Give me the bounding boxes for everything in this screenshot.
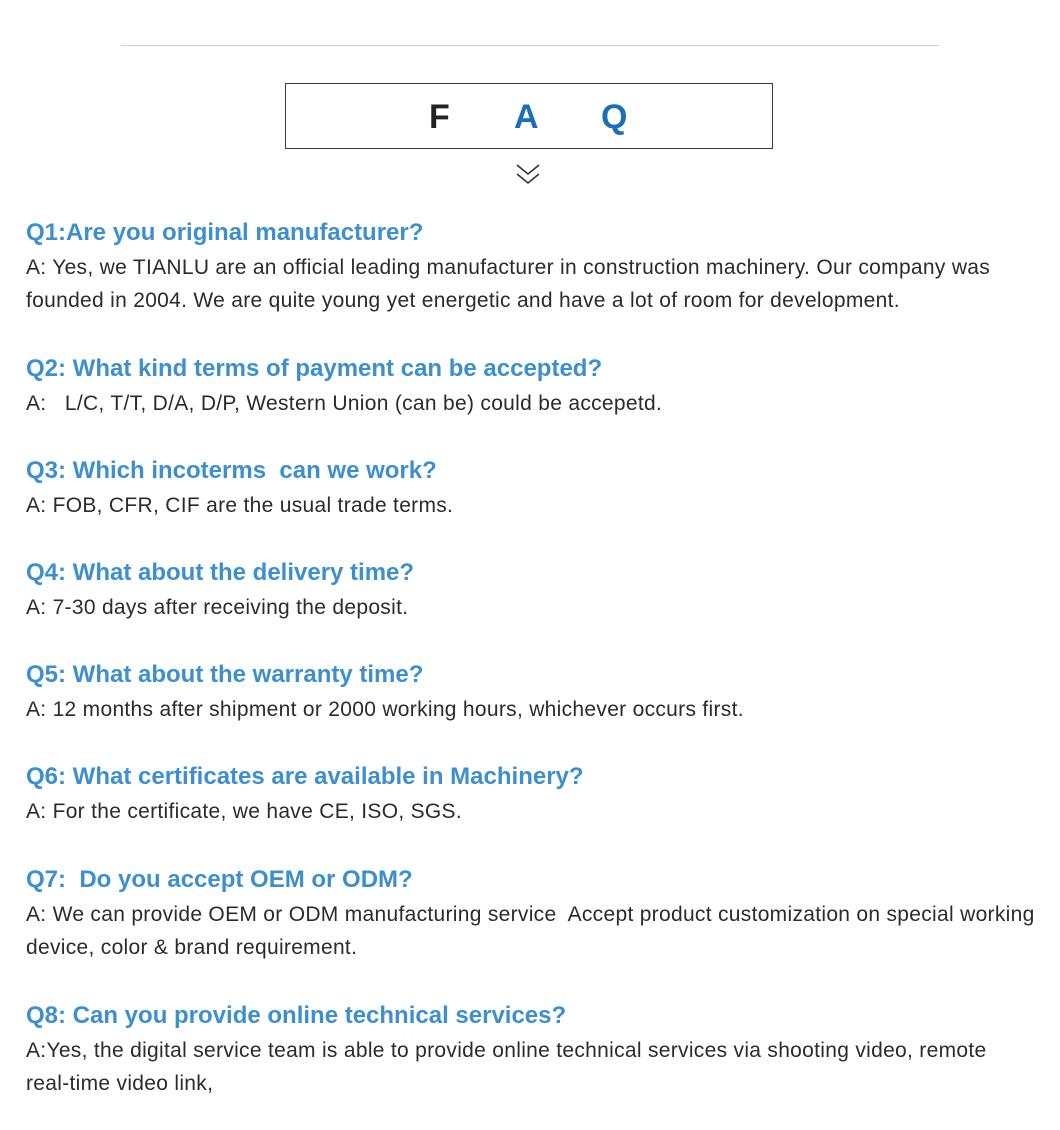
question-7: Q7: Do you accept OEM or ODM? (26, 866, 413, 893)
answer-7: A: We can provide OEM or ODM manufacturing service Accept product customization on special working device, color & brand requirement. (26, 903, 1041, 959)
answer-5: A: 12 months after shipment or 2000 working hours, whichever occurs first. (26, 698, 744, 721)
double-chevron-down-icon (514, 162, 542, 188)
faq-letter-a: A (514, 98, 539, 136)
faq-title-box (285, 83, 773, 149)
question-8: Q8: Can you provide online technical services? (26, 1002, 567, 1029)
answer-3: A: FOB, CFR, CIF are the usual trade terms. (26, 494, 454, 517)
answer-2: A: L/C, T/T, D/A, D/P, Western Union (can be) could be accepetd. (26, 392, 663, 415)
question-2: Q2: What kind terms of payment can be accepted? (26, 355, 603, 382)
answer-1: A: Yes, we TIANLU are an official leading manufacturer in construction machinery. Our company was founded in 2004. We are quite young yet energetic and have a lot of room for development. (26, 256, 997, 312)
answer-4: A: 7-30 days after receiving the deposit. (26, 596, 409, 619)
top-divider (121, 45, 939, 46)
faq-item-4 (26, 559, 1036, 624)
faq-item-2 (26, 355, 1036, 420)
faq-item-3 (26, 457, 1036, 522)
answer-8: A:Yes, the digital service team is able to provide online technical services via shooting video, remote real-time video link, (26, 1039, 993, 1095)
faq-item-1 (26, 219, 1036, 317)
faq-item-7 (26, 866, 1041, 964)
faq-letter-q: Q (601, 98, 628, 136)
question-4: Q4: What about the delivery time? (26, 559, 415, 586)
question-6: Q6: What certificates are available in Machinery? (26, 763, 584, 790)
faq-item-5 (26, 661, 1036, 726)
question-5: Q5: What about the warranty time? (26, 661, 424, 688)
question-3: Q3: Which incoterms can we work? (26, 457, 437, 484)
faq-item-6 (26, 763, 1036, 828)
faq-item-8 (26, 1002, 1036, 1100)
question-1: Q1:Are you original manufacturer? (26, 219, 424, 246)
answer-6: A: For the certificate, we have CE, ISO, SGS. (26, 800, 462, 823)
faq-letter-f: F (429, 98, 450, 136)
